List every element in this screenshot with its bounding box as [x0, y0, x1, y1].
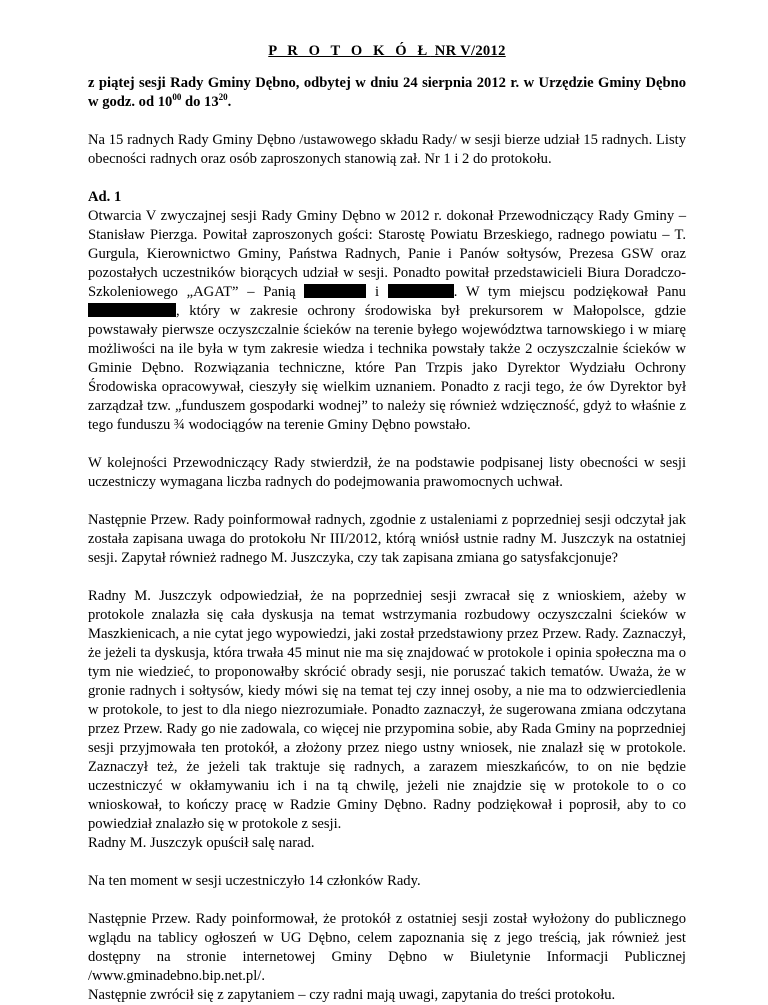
remark-paragraph: Następnie Przew. Rady poinformował radnych, zgodnie z ustaleniami z poprzedniej sesji odczytał jak została zapisana uwaga do protokołu Nr III/2012, którą wniósł ustnie radny M. Juszczyk na ostatniej sesji. Zapytał również radnego M. Juszczyka, czy tak zapisana zmiana go satysfakcjonuje? — [88, 512, 686, 566]
ad1-text-1: Otwarcia V zwyczajnej sesji Rady Gminy Dębno w 2012 r. dokonał Przewodniczący Rady Gminy – Stanisław Pierzga. Powitał zaproszonych gości: Starostę Powiatu Brzeskiego, radnego powiatu – T. Gurgula, Kierownictwo Gminy, Państwa Radnych, Panie i Panów sołtysów, Prezesa GSW oraz pozostałych uczestników biorących udział w sesji. Ponadto powitał przedstawicieli Biura Doradczo-Szkoleniowego „AGAT” – Panią — [88, 208, 686, 300]
session-intro — [88, 74, 686, 112]
public-display-paragraph — [88, 910, 686, 1005]
question-text: Następnie zwrócił się z zapytaniem – czy radni mają uwagi, zapytania do treści protokołu. — [88, 987, 616, 1003]
title-number: NR V/2012 — [430, 43, 506, 59]
ad1-and: i — [366, 284, 388, 300]
quorum-paragraph: W kolejności Przewodniczący Rady stwierdził, że na podstawie podpisanej listy obecności w sesji uczestniczy wymagana liczba radnych do podejmowania prawomocnych uchwał. — [88, 455, 686, 490]
member-count-paragraph: Na ten moment w sesji uczestniczyło 14 członków Rady. — [88, 873, 421, 889]
intro-text-2: do 13 — [181, 94, 219, 110]
reply-paragraph — [88, 587, 686, 853]
redaction-bar — [388, 284, 454, 298]
intro-text-1: z piątej sesji Rady Gminy Dębno, odbytej w dniu 24 sierpnia 2012 r. w Urzędzie Gminy Dębno w godz. od 10 — [88, 75, 686, 110]
redaction-bar — [88, 303, 176, 317]
attendance-paragraph: Na 15 radnych Rady Gminy Dębno /ustawowego składu Rady/ w sesji bierze udział 15 radnych. Listy obecności radnych oraz osób zaproszonych stanowią zał. Nr 1 i 2 do protokołu. — [88, 132, 686, 167]
reply-text: Radny M. Juszczyk odpowiedział, że na poprzedniej sesji zwracał się z wnioskiem, ażeby w protokole znalazła się cała dyskusja na temat wstrzymania rozbudowy oczyszczalni ścieków w Maszkienicach, a nie cytat jego wypowiedzi, jaki został przedstawiony przez Przew. Rady. Zaznaczył, że jeżeli ta dyskusja, która trwała 45 minut nie ma się znajdować w protokole i opinia społeczna ma o tym nie wiedzieć, to proponowałby skrócić obrady sesji, nie poruszać takich tematów. Uważa, że w gronie radnych i sołtysów, kiedy mówi się na temat tej czy innej osoby, a nie ma to odzwierciedlenia w protokole, to jest to dla niego niezrozumiałe. Ponadto zaznaczył, że sugerowana zmiana odczytana przez Przew. Rady go nie zadowala, co więcej nie przypomina sobie, aby Rada Gminy na poprzedniej sesji przyjmowała ten protokół, a złożony przez niego ustny wniosek, nie znalazł się w protokole. Zaznaczył też, że jeżeli tak traktuje się radnych, a zarazem mieszkańców, to on nie będzie uczestniczyć w okłamywaniu ich i na tą chwilę, jeżeli nie znajdzie się w protokole to o co wnioskował, to kończy pracę w Radzie Gminy Dębno. Radny podziękował i poprosił, aby to co powiedział znalazło się w protokole z sesji. — [88, 588, 686, 832]
ad1-heading: Ad. 1 — [88, 189, 122, 205]
intro-sup-2: 20 — [218, 92, 228, 103]
reply-last-line: Radny M. Juszczyk opuścił salę narad. — [88, 835, 315, 851]
redaction-bar — [304, 284, 366, 298]
public-text: Następnie Przew. Rady poinformował, że protokół z ostatniej sesji został wyłożony do publicznego wglądu na tablicy ogłoszeń w UG Dębno, celem zapoznania się z jego treścią, jak również jest dostępny na stronie internetowej Gminy Dębno w Biuletynie Informacji Publicznej /www.gminadebno.bip.net.pl/. — [88, 911, 686, 984]
ad1-text-2: . W tym miejscu podziękował Panu — [453, 284, 686, 300]
intro-text-3: . — [227, 94, 232, 110]
ad1-section — [88, 188, 686, 435]
intro-sup-1: 00 — [172, 92, 182, 103]
title-spaced: P R O T O K Ó Ł — [268, 43, 431, 59]
ad1-text-3: , który w zakresie ochrony środowiska był prekursorem w Małopolsce, gdzie powstawały pierwsze oczyszczalnie ścieków na terenie byłego województwa tarnowskiego i w miarę możliwości na ile była w tym zakresie wiedza i technika powstały także 2 oczyszczalnie ścieków w Gminie Dębno. Rozwiązania techniczne, które Pan Trzpis jako Dyrektor Wydziału Ochrony Środowiska opracowywał, cieszyły się wielkim uznaniem. Ponadto z racji tego, że ów Dyrektor był zarządzał tzw. „funduszem gospodarki wodnej” to należy się również wdzięczność, gdyż to właśnie z tego funduszu ¾ wodociągów na terenie Gminy Dębno powstało. — [88, 303, 686, 433]
protocol-title — [88, 42, 686, 61]
